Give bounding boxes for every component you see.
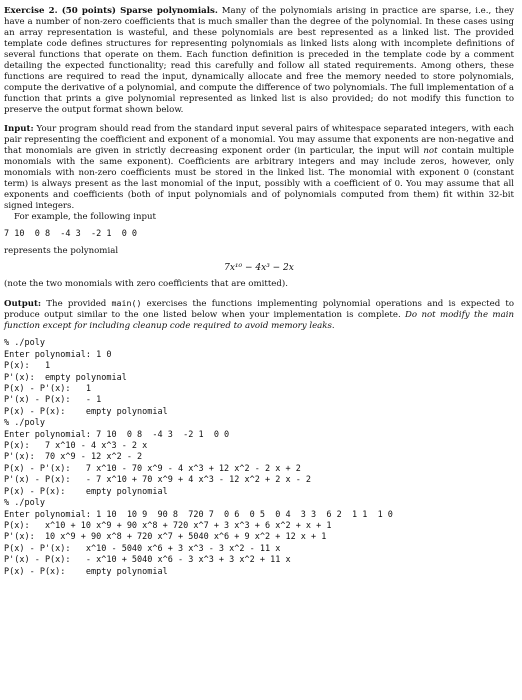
terminal-line: P(x): 7 x^10 - 4 x^3 - 2 x — [4, 441, 148, 452]
represents-text: represents the polynomial — [4, 246, 119, 257]
input-title: Input: — [4, 124, 34, 134]
terminal-line: P'(x) - P(x): - 1 — [4, 395, 102, 406]
terminal-line: P(x) - P'(x): x^10 - 5040 x^6 + 3 x^3 - 3 x^2 - 11 x — [4, 543, 281, 554]
output-emphasis: Do not modify the main function except for including cleanup code required to avoid memory leaks. — [4, 310, 514, 332]
example-intro: For example, the following input — [14, 212, 156, 222]
exercise-title: Exercise 2. (50 points) Sparse polynomials. — [4, 6, 218, 16]
terminal-line: P(x): 1 — [4, 361, 51, 372]
terminal-line: P'(x): 70 x^9 - 12 x^2 - 2 — [4, 452, 143, 463]
exercise-body: Many of the polynomials arising in practice are sparse, i.e., they have a number of non-zero coefficients that is much smaller than the degree of the polynomial. In these cases using an array representation is wasteful, and these polynomials are best represented as a linked list. The provided template code defines structures for representing polynomials as linked lists along with incomplete definitions of several functions that operate on them. Each function definition is preceded in the template code by a comment detailing the expected functionality; read this carefully and follow all stated requirements. Among others, these functions are required to read the input, dynamically allocate and free the memory needed to store polynomials, compute the derivative of a polynomial, and compute the difference of two polynomials. The full implementation of a function that prints a give polynomial represented as linked list is also provided; do not modify this function to preserve the output format shown below. — [4, 6, 515, 115]
omitted-note: (note the two monomials with zero coefficients that are omitted). — [4, 279, 288, 290]
main-code: main() — [111, 298, 142, 309]
terminal-line: P(x) - P'(x): 7 x^10 - 70 x^9 - 4 x^3 + 12 x^2 - 2 x + 2 — [4, 463, 301, 474]
exercise-paragraph — [4, 6, 514, 116]
output-body-a: The provided — [46, 299, 112, 310]
terminal-line: % ./poly — [4, 498, 45, 509]
document-page — [4, 6, 514, 578]
terminal-line: % ./poly — [4, 338, 45, 349]
terminal-line: P(x) - P(x): empty polynomial — [4, 486, 168, 497]
terminal-line: P(x): x^10 + 10 x^9 + 90 x^8 + 720 x^7 + 3 x^3 + 6 x^2 + x + 1 — [4, 520, 332, 531]
terminal-line: P(x) - P(x): empty polynomial — [4, 566, 168, 577]
terminal-line: Enter polynomial: 7 10 0 8 -4 3 -2 1 0 0 — [4, 429, 230, 440]
input-paragraph — [4, 124, 514, 212]
terminal-line: P'(x): 10 x^9 + 90 x^8 + 720 x^7 + 5040 x^6 + 9 x^2 + 12 x + 1 — [4, 532, 327, 543]
output-body-b: exercises the functions implementing polynomial operations and is expected to produce output similar to the one listed below when your implementation is complete. — [4, 299, 515, 321]
terminal-line: Enter polynomial: 1 0 — [4, 349, 112, 360]
output-paragraph — [4, 298, 514, 332]
terminal-line: P(x) - P'(x): 1 — [4, 384, 91, 395]
input-body-b: contain multiple monomials with the same exponent). Coefficients are arbitrary integers and may include zeros, however, only monomials with non-zero coefficients must be stored in the linked list. The monomial with exponent 0 (constant term) is always present as the last monomial of the input, possibly with a coefficient of 0. You may assume that all exponents and coefficients (both of input polynomials and of polynomials computed from them) fit within 32-bit signed integers. — [4, 146, 514, 211]
terminal-line: % ./poly — [4, 418, 45, 429]
terminal-line: P'(x): empty polynomial — [4, 372, 127, 383]
terminal-output — [4, 338, 514, 578]
example-input: 7 10 0 8 -4 3 -2 1 0 0 — [4, 229, 138, 239]
input-body-a: Your program should read from the standard input several pairs of whitespace separated integers, with each pair representing the coefficient and exponent of a monomial. You may assume that exponents are non-negative and that monomials are given in strictly decreasing exponent order (in particular, the input will — [4, 124, 515, 156]
terminal-line: Enter polynomial: 1 10 10 9 90 8 720 7 0 6 0 5 0 4 3 3 6 2 1 1 1 0 — [4, 509, 393, 520]
terminal-line: P'(x) - P(x): - x^10 + 5040 x^6 - 3 x^3 + 3 x^2 + 11 x — [4, 555, 291, 566]
terminal-line: P'(x) - P(x): - 7 x^10 + 70 x^9 + 4 x^3 - 12 x^2 + 2 x - 2 — [4, 475, 312, 486]
terminal-line: P(x) - P(x): empty polynomial — [4, 406, 168, 417]
input-not-word: not — [423, 146, 438, 156]
output-title: Output: — [4, 299, 42, 310]
example-formula: 7x¹⁰ − 4x³ − 2x — [224, 263, 294, 274]
